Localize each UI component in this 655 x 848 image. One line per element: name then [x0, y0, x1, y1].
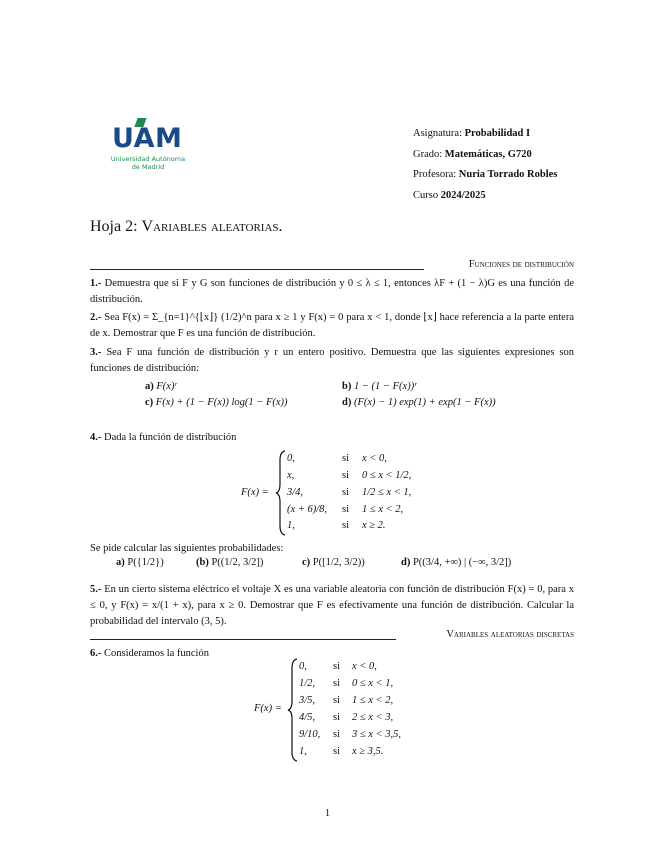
- page-title: Hoja 2: Variables aleatorias.: [90, 218, 283, 235]
- p4-case-3-cond: 1 ≤ x < 2,: [362, 504, 404, 515]
- p6-case-0-cond: x < 0,: [352, 661, 377, 672]
- p4-case-2-value: 3/4,: [287, 487, 304, 498]
- p4-ask: Se pide calcular las siguientes probabilidades:: [90, 543, 284, 554]
- p6-case-3-cond: 2 ≤ x < 3,: [352, 712, 394, 723]
- p4-case-0-si: si: [342, 453, 350, 464]
- problem-5: 5.- En un cierto sistema eléctrico el voltaje X es una variable aleatoria con función de distribución F(x) = 0, para x ≤ 0, y F(x) = x/(1 + x), para x ≥ 0. Demostrar que F es efectivamente una función de distribución. Calcular la probabilidad del intervalo (3, 5).: [90, 584, 575, 627]
- p4-brace-icon: [275, 450, 287, 536]
- p6-case-0-value: 0,: [299, 661, 307, 672]
- p4-case-4-value: 1,: [287, 520, 295, 531]
- p6-case-4-si: si: [333, 729, 341, 740]
- p6-case-2-si: si: [333, 695, 341, 706]
- asignatura-line: Asignatura: Probabilidad I: [413, 128, 531, 139]
- p4-case-0-value: 0,: [287, 453, 295, 464]
- p6-case-2-value: 3/5,: [299, 695, 316, 706]
- problem-1: 1.- Demuestra que si F y G son funciones de distribución y 0 ≤ λ ≤ 1, entonces λF + (1 − λ)G es una función de distribución.: [90, 278, 575, 305]
- p4-case-3-value: (x + 6)/8,: [287, 504, 328, 515]
- grado-line: Grado: Matemáticas, G720: [413, 149, 532, 160]
- p6-case-4-value: 9/10,: [299, 729, 321, 740]
- p4-item-d: d) P((3/4, +∞) | (−∞, 3/2]): [401, 557, 512, 568]
- problem-6: 6.- Consideramos la función: [90, 648, 209, 659]
- p6-lhs: F(x) =: [254, 703, 282, 714]
- p4-item-c: c) P([1/2, 3/2)): [302, 557, 365, 568]
- page-number: 1: [324, 808, 331, 819]
- p6-case-5-si: si: [333, 746, 341, 757]
- problem-2: 2.- Sea F(x) = Σ_{n=1}^{⌊x⌋} (1/2)^n para x ≥ 1 y F(x) = 0 para x < 1, donde ⌊x⌋ hace referencia a la parte entera de x. Demostrar que F es una función de distribución.: [90, 312, 574, 339]
- section-rule: [90, 269, 424, 270]
- p6-case-1-cond: 0 ≤ x < 1,: [352, 678, 394, 689]
- p6-case-0-si: si: [333, 661, 341, 672]
- p4-case-0-cond: x < 0,: [362, 453, 387, 464]
- p6-brace-icon: [287, 658, 299, 762]
- p3-item-b: b) 1 − (1 − F(x))ʳ: [342, 381, 417, 392]
- p4-case-1-value: x,: [287, 470, 295, 481]
- p6-case-5-value: 1,: [299, 746, 307, 757]
- section-discretas: [90, 629, 574, 643]
- problem-3: 3.- Sea F una función de distribución y r un entero positivo. Demuestra que las siguientes expresiones son funciones de distribución:: [90, 347, 574, 374]
- p3-item-d: d) (F(x) − 1) exp(1) + exp(1 − F(x)): [342, 397, 496, 408]
- p4-case-4-cond: x ≥ 2.: [362, 520, 386, 531]
- p3-item-c: c) F(x) + (1 − F(x)) log(1 − F(x)): [145, 397, 288, 408]
- p6-case-1-si: si: [333, 678, 341, 689]
- p4-case-1-si: si: [342, 470, 350, 481]
- uam-logo: [108, 118, 188, 178]
- p4-case-1-cond: 0 ≤ x < 1/2,: [362, 470, 412, 481]
- section-funciones: [90, 259, 574, 273]
- p4-item-a: a) P({1/2}): [116, 557, 164, 568]
- p6-case-2-cond: 1 ≤ x < 2,: [352, 695, 394, 706]
- p4-case-2-cond: 1/2 ≤ x < 1,: [362, 487, 412, 498]
- logo-subtitle: Universidad Autónoma de Madrid: [110, 155, 186, 171]
- p4-case-2-si: si: [342, 487, 350, 498]
- curso-line: Curso 2024/2025: [413, 190, 486, 201]
- p6-case-1-value: 1/2,: [299, 678, 316, 689]
- p6-case-5-cond: x ≥ 3,5.: [352, 746, 384, 757]
- section-label: Variables aleatorias discretas: [440, 629, 574, 640]
- p4-item-b: (b) P((1/2, 3/2]): [196, 557, 264, 568]
- section-rule: [90, 639, 396, 640]
- p6-case-3-value: 4/5,: [299, 712, 316, 723]
- logo-text: UAM: [112, 123, 183, 154]
- problem-4: 4.- Dada la función de distribución: [90, 432, 237, 443]
- p4-case-3-si: si: [342, 504, 350, 515]
- p3-item-a: a) F(x)ʳ: [145, 381, 177, 392]
- p4-lhs: F(x) =: [241, 487, 269, 498]
- p4-case-4-si: si: [342, 520, 350, 531]
- section-label: Funciones de distribución: [463, 259, 574, 270]
- p6-case-4-cond: 3 ≤ x < 3,5,: [352, 729, 402, 740]
- profesora-line: Profesora: Nuria Torrado Robles: [413, 169, 558, 180]
- p6-case-3-si: si: [333, 712, 341, 723]
